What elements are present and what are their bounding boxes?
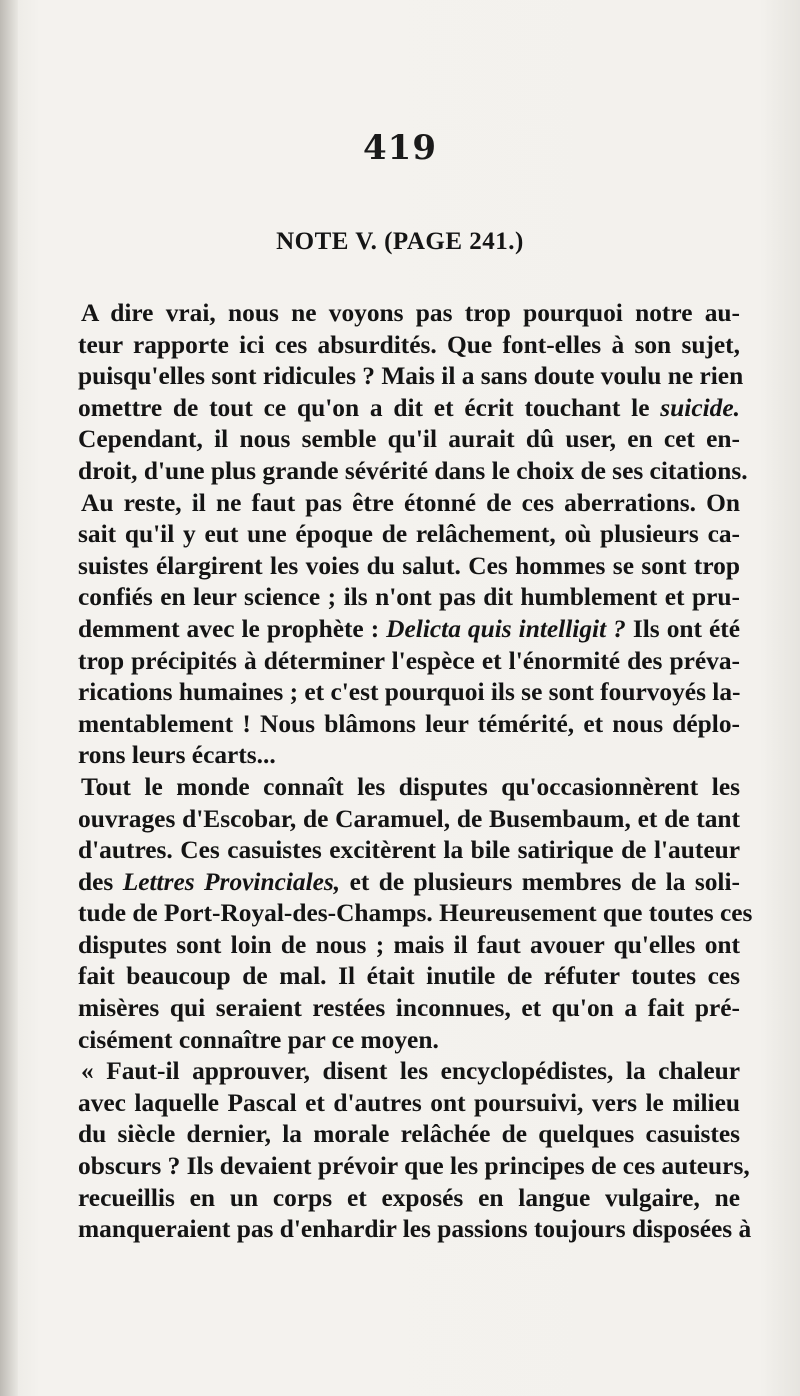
text-line: ouvrages d'Escobar, de Caramuel, de Busembaum, et de tant bbox=[78, 804, 740, 833]
text-line: avec laquelle Pascal et d'autres ont poursuivi, vers le milieu bbox=[78, 1088, 740, 1117]
text-line: recueillis en un corps et exposés en langue vulgaire, ne bbox=[78, 1183, 740, 1212]
italic-quotation: Delicta quis intelligit ? bbox=[386, 614, 626, 643]
paragraph-4 bbox=[78, 1056, 752, 1246]
text-segment: des bbox=[78, 867, 123, 896]
text-line: confiés en leur science ; ils n'ont pas dit humblement et pru- bbox=[78, 583, 740, 612]
paragraph-1 bbox=[78, 298, 748, 488]
text-line: puisqu'elles sont ridicules ? Mais il a sans doute voulu ne rien bbox=[78, 362, 744, 391]
text-segment: demment avec le prophète : bbox=[78, 614, 387, 643]
text-line: A dire vrai, nous ne voyons pas trop pourquoi notre au- bbox=[81, 299, 740, 327]
text-line bbox=[78, 393, 740, 425]
text-line: Tout le monde connaît les disputes qu'occasionnèrent les bbox=[81, 772, 740, 801]
text-segment: omettre de tout ce qu'on a dit et écrit touchant le bbox=[78, 393, 661, 422]
text-line: rications humaines ; et c'est pourquoi ils se sont fourvoyés la- bbox=[78, 678, 741, 707]
page-number: 419 bbox=[363, 128, 437, 168]
text-line: fait beaucoup de mal. Il était inutile de réfuter toutes ces bbox=[78, 962, 740, 991]
text-segment: et de plusieurs membres de la soli- bbox=[340, 867, 740, 896]
text-line: teur rapporte ici ces absurdités. Que font-elles à son sujet, bbox=[78, 330, 740, 359]
text-segment: Ils ont été bbox=[625, 614, 740, 643]
text-line: rons leurs écarts... bbox=[78, 741, 276, 770]
italic-word: suicide. bbox=[660, 393, 740, 422]
text-line: misères qui seraient restées inconnues, et qu'on a fait pré- bbox=[78, 994, 740, 1023]
text-line bbox=[78, 867, 740, 899]
text-line: trop précipités à déterminer l'espèce et l'énormité des préva- bbox=[78, 646, 740, 675]
text-line: disputes sont loin de nous ; mais il faut avouer qu'elles ont bbox=[78, 930, 740, 959]
paragraph-2 bbox=[78, 488, 740, 772]
text-line: du siècle dernier, la morale relâchée de quelques casuistes bbox=[78, 1120, 740, 1149]
text-line bbox=[78, 614, 740, 646]
note-title: NOTE V. (PAGE 241.) bbox=[276, 228, 524, 255]
text-line: manqueraient pas d'enhardir les passions toujours disposées à bbox=[78, 1215, 752, 1244]
text-line: cisément connaître par ce moyen. bbox=[78, 1025, 439, 1054]
text-line: « Faut-il approuver, disent les encyclopédistes, la chaleur bbox=[81, 1057, 740, 1086]
paragraph-3 bbox=[78, 772, 753, 1056]
text-line: suistes élargirent les voies du salut. Ces hommes se sont trop bbox=[78, 551, 740, 580]
body-text bbox=[78, 298, 753, 1246]
text-line: Au reste, il ne faut pas être étonné de ces aberrations. On bbox=[81, 488, 740, 517]
text-line: d'autres. Ces casuistes excitèrent la bile satirique de l'auteur bbox=[78, 836, 740, 865]
text-line: droit, d'une plus grande sévérité dans le choix de ses citations. bbox=[78, 456, 748, 485]
text-line: sait qu'il y eut une époque de relâchement, où plusieurs ca- bbox=[78, 520, 740, 549]
italic-title: Lettres Provinciales, bbox=[122, 867, 341, 896]
text-line: obscurs ? Ils devaient prévoir que les principes de ces auteurs, bbox=[78, 1152, 750, 1181]
text-line: Cependant, il nous semble qu'il aurait dû user, en cet en- bbox=[78, 425, 740, 454]
text-line: mentablement ! Nous blâmons leur témérité, et nous déplo- bbox=[78, 709, 740, 738]
text-line: tude de Port-Royal-des-Champs. Heureusement que toutes ces bbox=[78, 899, 753, 928]
page-gutter-shadow bbox=[0, 0, 18, 1396]
